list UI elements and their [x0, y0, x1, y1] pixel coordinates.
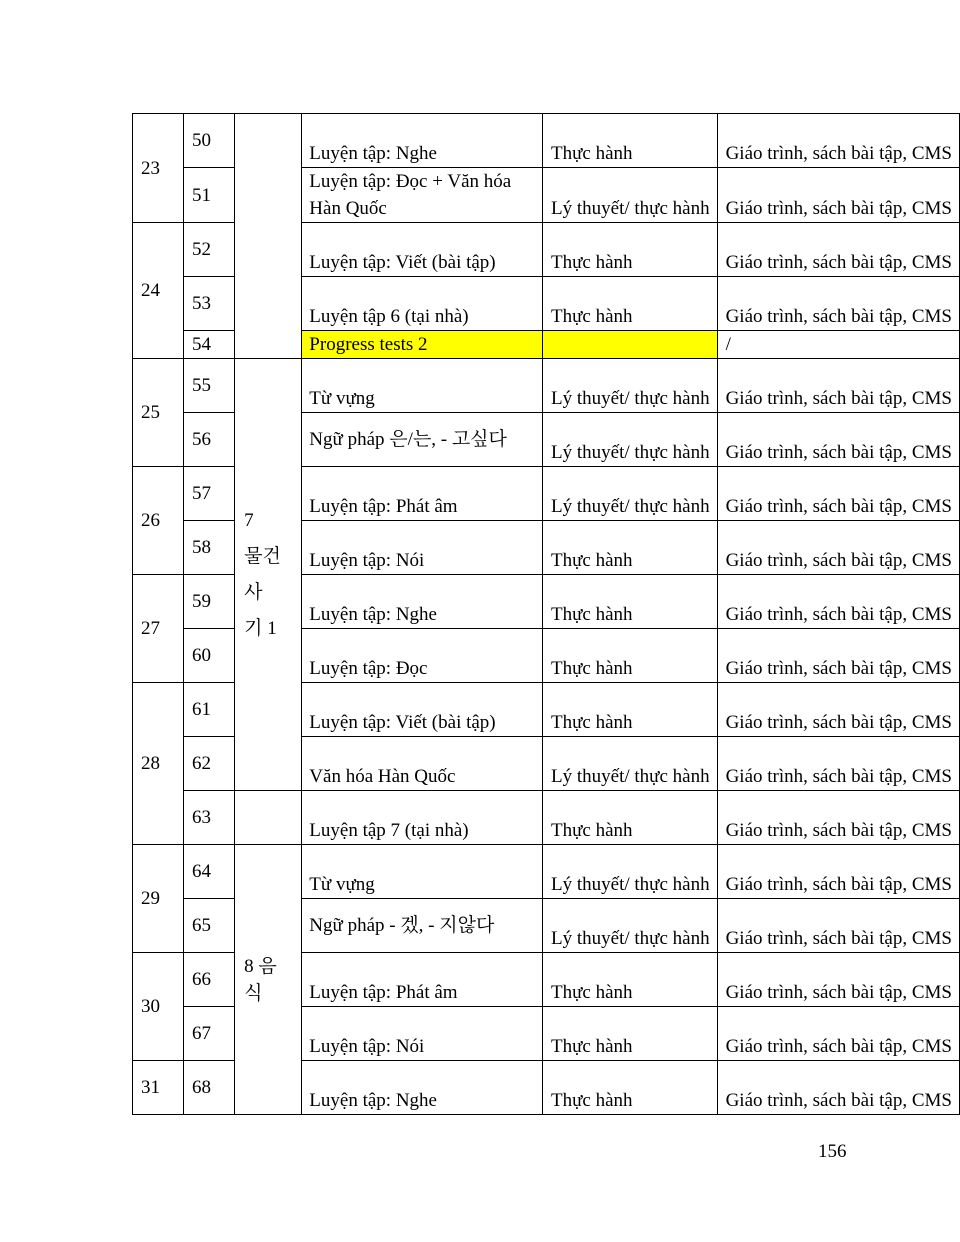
type-cell: Thực hành: [543, 1061, 718, 1115]
materials-cell: Giáo trình, sách bài tập, CMS: [717, 413, 959, 467]
session-cell: 60: [184, 629, 235, 683]
week-cell: 26: [133, 467, 184, 575]
materials-cell: /: [717, 331, 959, 359]
session-cell: 56: [184, 413, 235, 467]
lesson-cell: 7 물건사 기 1: [235, 359, 302, 791]
materials-cell: Giáo trình, sách bài tập, CMS: [717, 791, 959, 845]
table-row: [133, 114, 960, 168]
content-cell: Luyện tập: Nghe: [302, 575, 543, 629]
session-cell: 65: [184, 899, 235, 953]
materials-cell: Giáo trình, sách bài tập, CMS: [717, 521, 959, 575]
materials-cell: Giáo trình, sách bài tập, CMS: [717, 575, 959, 629]
week-cell: 25: [133, 359, 184, 467]
type-cell: Thực hành: [543, 223, 718, 277]
week-cell: 27: [133, 575, 184, 683]
content-cell: Ngữ pháp - 겠, - 지않다: [302, 899, 543, 953]
type-cell: Lý thuyết/ thực hành: [543, 899, 718, 953]
lesson-cell: 8 음식: [235, 845, 302, 1115]
session-cell: 51: [184, 168, 235, 223]
materials-cell: Giáo trình, sách bài tập, CMS: [717, 114, 959, 168]
content-cell: Luyện tập 7 (tại nhà): [302, 791, 543, 845]
type-cell: Thực hành: [543, 953, 718, 1007]
content-cell: Ngữ pháp 은/는, - 고싶다: [302, 413, 543, 467]
type-cell: Lý thuyết/ thực hành: [543, 413, 718, 467]
type-cell: Lý thuyết/ thực hành: [543, 467, 718, 521]
content-cell: Từ vựng: [302, 359, 543, 413]
materials-cell: Giáo trình, sách bài tập, CMS: [717, 277, 959, 331]
schedule-table: [132, 113, 960, 1115]
session-cell: 50: [184, 114, 235, 168]
week-cell: 23: [133, 114, 184, 223]
session-cell: 63: [184, 791, 235, 845]
type-cell: Lý thuyết/ thực hành: [543, 359, 718, 413]
materials-cell: Giáo trình, sách bài tập, CMS: [717, 845, 959, 899]
content-cell: Từ vựng: [302, 845, 543, 899]
session-cell: 57: [184, 467, 235, 521]
lesson-cell: [235, 331, 302, 359]
session-cell: 53: [184, 277, 235, 331]
table-row: [133, 168, 960, 223]
content-cell: Luyện tập: Nói: [302, 1007, 543, 1061]
content-cell: Luyện tập 6 (tại nhà): [302, 277, 543, 331]
materials-cell: Giáo trình, sách bài tập, CMS: [717, 223, 959, 277]
content-cell: Luyện tập: Viết (bài tập): [302, 223, 543, 277]
week-cell: 30: [133, 953, 184, 1061]
materials-cell: Giáo trình, sách bài tập, CMS: [717, 683, 959, 737]
type-cell: Thực hành: [543, 277, 718, 331]
type-cell: Thực hành: [543, 791, 718, 845]
type-cell: Thực hành: [543, 521, 718, 575]
lesson-cell: [235, 277, 302, 331]
week-cell: 24: [133, 223, 184, 359]
session-cell: 64: [184, 845, 235, 899]
materials-cell: Giáo trình, sách bài tập, CMS: [717, 1061, 959, 1115]
session-cell: 55: [184, 359, 235, 413]
type-cell: Thực hành: [543, 629, 718, 683]
materials-cell: Giáo trình, sách bài tập, CMS: [717, 168, 959, 223]
type-cell: Thực hành: [543, 114, 718, 168]
type-cell: Thực hành: [543, 683, 718, 737]
content-cell: Luyện tập: Phát âm: [302, 953, 543, 1007]
table-row: [133, 359, 960, 413]
type-cell: Thực hành: [543, 1007, 718, 1061]
page-number: 156: [818, 1141, 847, 1162]
lesson-cell: [235, 223, 302, 277]
materials-cell: Giáo trình, sách bài tập, CMS: [717, 737, 959, 791]
session-cell: 54: [184, 331, 235, 359]
content-cell: Luyện tập: Nghe: [302, 1061, 543, 1115]
content-cell: Luyện tập: Viết (bài tập): [302, 683, 543, 737]
lesson-cell: [235, 791, 302, 845]
table-row: [133, 845, 960, 899]
session-cell: 59: [184, 575, 235, 629]
progress-test-cell: Progress tests 2: [302, 331, 543, 359]
session-cell: 67: [184, 1007, 235, 1061]
session-cell: 66: [184, 953, 235, 1007]
materials-cell: Giáo trình, sách bài tập, CMS: [717, 359, 959, 413]
week-cell: 31: [133, 1061, 184, 1115]
table-row: [133, 277, 960, 331]
content-cell: Luyện tập: Đọc: [302, 629, 543, 683]
type-cell: Lý thuyết/ thực hành: [543, 737, 718, 791]
week-cell: 29: [133, 845, 184, 953]
materials-cell: Giáo trình, sách bài tập, CMS: [717, 1007, 959, 1061]
content-cell: Luyện tập: Đọc + Văn hóa Hàn Quốc: [302, 168, 543, 223]
content-cell: Luyện tập: Nghe: [302, 114, 543, 168]
table-row: [133, 331, 960, 359]
lesson-cell: [235, 168, 302, 223]
session-cell: 58: [184, 521, 235, 575]
type-cell: Thực hành: [543, 575, 718, 629]
table-row: [133, 223, 960, 277]
content-cell: Luyện tập: Nói: [302, 521, 543, 575]
content-cell: Luyện tập: Phát âm: [302, 467, 543, 521]
session-cell: 61: [184, 683, 235, 737]
table-row: [133, 791, 960, 845]
type-cell: Lý thuyết/ thực hành: [543, 168, 718, 223]
materials-cell: Giáo trình, sách bài tập, CMS: [717, 629, 959, 683]
content-cell: Văn hóa Hàn Quốc: [302, 737, 543, 791]
materials-cell: Giáo trình, sách bài tập, CMS: [717, 953, 959, 1007]
session-cell: 62: [184, 737, 235, 791]
type-cell: [543, 331, 718, 359]
session-cell: 68: [184, 1061, 235, 1115]
week-cell: 28: [133, 683, 184, 845]
materials-cell: Giáo trình, sách bài tập, CMS: [717, 899, 959, 953]
type-cell: Lý thuyết/ thực hành: [543, 845, 718, 899]
lesson-cell: [235, 114, 302, 168]
session-cell: 52: [184, 223, 235, 277]
materials-cell: Giáo trình, sách bài tập, CMS: [717, 467, 959, 521]
